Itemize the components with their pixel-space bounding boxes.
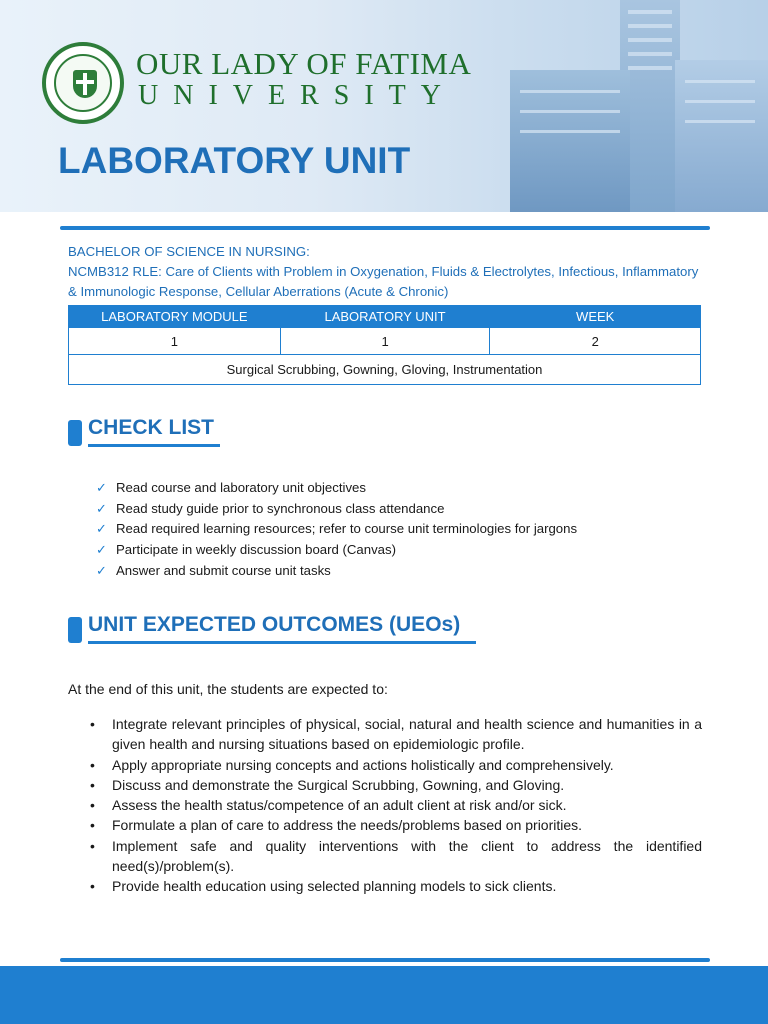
list-item — [96, 561, 577, 582]
building-illustration — [470, 0, 768, 212]
building-window — [520, 110, 620, 113]
header-laboratory-module: LABORATORY MODULE — [69, 306, 281, 328]
university-seal-icon — [42, 42, 124, 124]
list-item-text: Read course and laboratory unit objectives — [116, 480, 366, 495]
table-row — [69, 355, 701, 385]
building-window — [685, 100, 755, 103]
checkmark-icon: ✓ — [96, 480, 108, 495]
course-info-table — [68, 305, 701, 385]
section-marker — [68, 617, 82, 643]
list-item — [90, 836, 702, 877]
header-banner — [0, 0, 768, 212]
list-item-text: Integrate relevant principles of physical, social, natural and health science and humanities in a given health and nursing situations based on epidemiologic profile. — [112, 716, 702, 753]
building-window — [685, 80, 755, 83]
outcomes-list — [90, 714, 702, 897]
bottom-divider — [60, 958, 710, 962]
list-item-text: Participate in weekly discussion board (Canvas) — [116, 542, 396, 558]
list-item — [96, 519, 577, 540]
building-window — [628, 10, 672, 14]
seal-inner-ring — [54, 54, 112, 112]
list-item-text: Implement safe and quality interventions with the client to address the identified need(s)/problem(s). — [112, 837, 702, 875]
header-week: WEEK — [490, 306, 701, 328]
value-week: 2 — [490, 328, 701, 355]
list-item-text: Discuss and demonstrate the Surgical Scrubbing, Gowning, and Gloving. — [112, 776, 565, 793]
bullet-icon: • — [90, 716, 95, 732]
table-header-row — [69, 306, 701, 328]
list-item-text: Provide health education using selected planning models to sick clients. — [112, 878, 557, 895]
checkmark-icon: ✓ — [96, 500, 108, 516]
unit-topic: Surgical Scrubbing, Gowning, Gloving, Instrumentation — [69, 355, 701, 385]
list-item-text: Formulate a plan of care to address the needs/problems based on priorities. — [112, 817, 583, 834]
value-laboratory-module: 1 — [69, 328, 281, 355]
section-title: CHECK LIST — [88, 416, 214, 439]
bullet-icon: • — [90, 817, 95, 834]
seal-shield-icon — [73, 70, 97, 98]
outcomes-intro: At the end of this unit, the students are expected to: — [68, 681, 388, 697]
checkmark-icon: ✓ — [96, 521, 108, 537]
building-window — [685, 120, 755, 123]
top-divider — [60, 226, 710, 230]
university-name-line2: UNIVERSITY — [138, 80, 456, 111]
page-title: LABORATORY UNIT — [58, 140, 411, 181]
section-marker — [68, 420, 82, 446]
building-window — [520, 90, 620, 93]
list-item-text: Assess the health status/competence of an adult client at risk and/or sick. — [112, 797, 567, 814]
list-item-text: Read study guide prior to synchronous class attendance — [116, 500, 445, 516]
program-name: BACHELOR OF SCIENCE IN NURSING: — [68, 244, 310, 259]
section-title: UNIT EXPECTED OUTCOMES (UEOs) — [88, 613, 461, 636]
checkmark-icon: ✓ — [96, 542, 108, 558]
list-item-text: Answer and submit course unit tasks — [116, 562, 331, 578]
building-window — [520, 130, 620, 133]
section-underline — [88, 641, 476, 644]
bullet-icon: • — [90, 776, 95, 793]
list-item — [90, 876, 702, 896]
course-info — [68, 242, 708, 302]
building-window — [628, 24, 672, 28]
value-laboratory-unit: 1 — [280, 328, 490, 355]
list-item-text: Read required learning resources; refer to course unit terminologies for jargons — [116, 521, 578, 537]
list-item — [96, 540, 577, 561]
building-window — [628, 52, 672, 56]
list-item — [90, 775, 702, 795]
university-name-line1: OUR LADY OF FATIMA — [136, 46, 472, 81]
building-window — [628, 38, 672, 42]
table-row — [69, 328, 701, 355]
checkmark-icon: ✓ — [96, 562, 108, 578]
list-item — [96, 478, 577, 499]
bullet-icon: • — [90, 756, 95, 773]
checklist — [96, 478, 577, 582]
list-item — [90, 714, 702, 755]
list-item — [90, 815, 702, 835]
course-description: NCMB312 RLE: Care of Clients with Problem in Oxygenation, Fluids & Electrolytes, Infectious, Inflammatory & Immunologic Response, Cellular Aberrations (Acute & Chronic) — [68, 264, 699, 299]
bullet-icon: • — [90, 797, 95, 814]
list-item — [90, 795, 702, 815]
header-laboratory-unit: LABORATORY UNIT — [280, 306, 490, 328]
section-underline — [88, 444, 220, 447]
bullet-icon: • — [90, 837, 95, 854]
building-window — [628, 66, 672, 70]
list-item — [90, 755, 702, 775]
footer-band — [0, 966, 768, 1024]
bullet-icon: • — [90, 878, 95, 895]
list-item — [96, 499, 577, 520]
list-item-text: Apply appropriate nursing concepts and actions holistically and comprehensively. — [112, 756, 614, 773]
